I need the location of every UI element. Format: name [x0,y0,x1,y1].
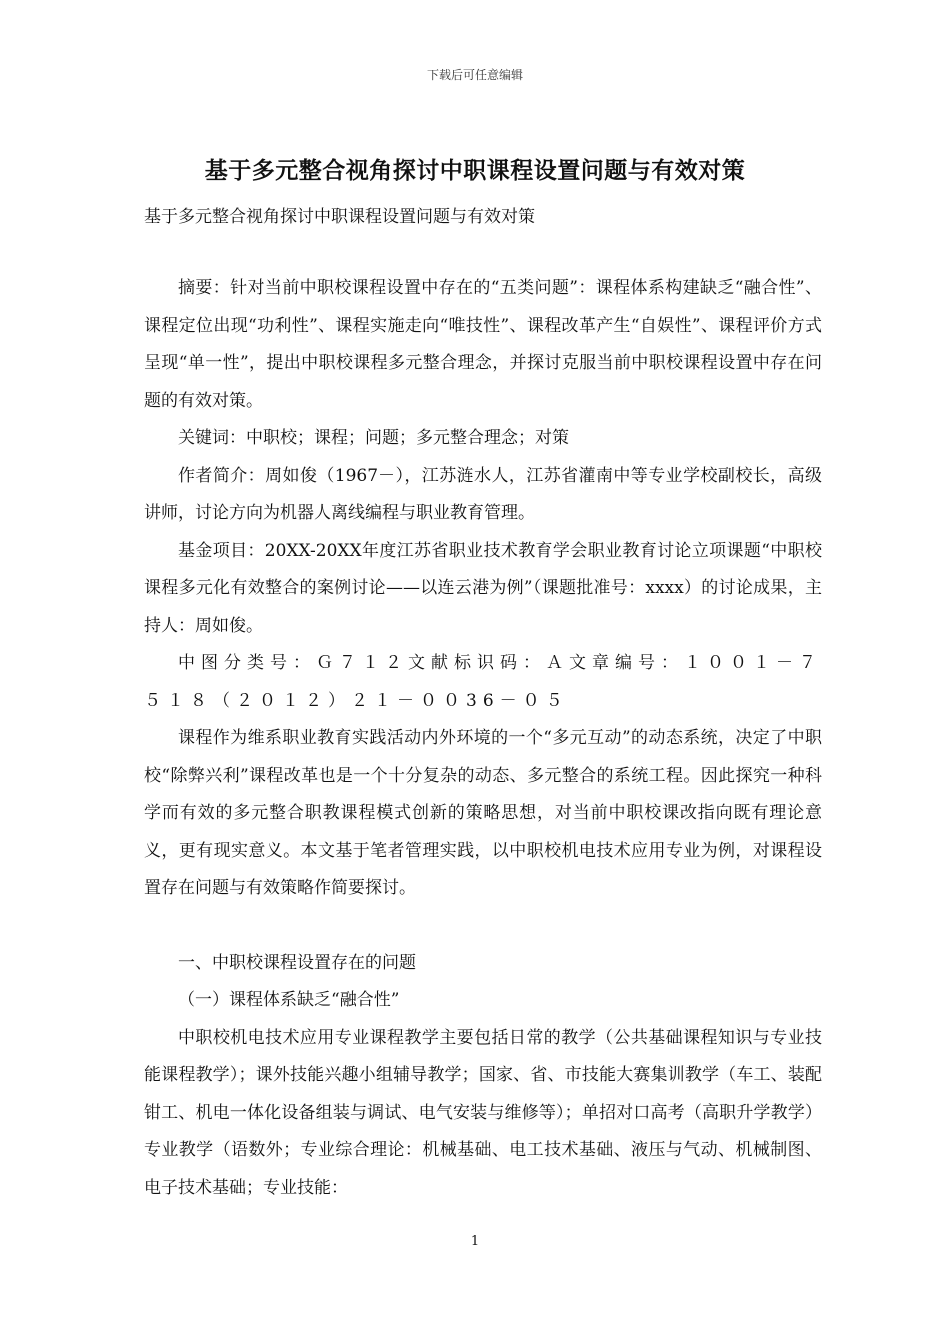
intro-paragraph: 课程作为维系职业教育实践活动内外环境的一个“多元互动”的动态系统，决定了中职校“除弊兴利”课程改革也是一个十分复杂的动态、多元整合的系统工程。因此探究一种科学而有效的多元整合职教课程模式创新的策略思想，对当前中职校课改指向既有理论意义，更有现实意义。本文基于笔者管理实践，以中职校机电技术应用专业为例，对课程设置存在问题与有效策略作简要探讨。 [144,728,822,898]
body-paragraph: 中职校机电技术应用专业课程教学主要包括日常的教学（公共基础课程知识与专业技能课程教学）；课外技能兴趣小组辅导教学；国家、省、市技能大赛集训教学（车工、装配钳工、机电一体化设备组装与调试、电气安装与维修等）；单招对口高考（高职升学教学）专业教学（语数外；专业综合理论：机械基础、电工技术基础、液压与气动、机械制图、 电子技术基础；专业技能： [144,1027,822,1198]
classification-paragraph: 中图分类号：Ｇ７１２文献标识码：Ａ文章编号：１００１－７５１８（２０１２）２１－００36－０５ [144,653,822,711]
document-subtitle: 基于多元整合视角探讨中职课程设置问题与有效对策 [144,207,535,227]
author-paragraph: 作者简介：周如俊（1967－），江苏涟水人，江苏省灌南中等专业学校副校长，高级讲师，讨论方向为机器人离线编程与职业教育管理。 [144,465,822,523]
header-note: 下载后可任意编辑 [426,68,523,82]
abstract-paragraph: 摘要：针对当前中职校课程设置中存在的“五类问题”：课程体系构建缺乏“融合性”、课程定位出现“功利性”、课程实施走向“唯技性”、课程改革产生“自娱性”、课程评价方式呈现“单一性”，提出中职校课程多元整合理念，并探讨克服当前中职校课程设置中存在问题的有效对策。 [144,278,822,411]
document-title: 基于多元整合视角探讨中职课程设置问题与有效对策 [204,157,746,184]
fund-paragraph: 基金项目：20XX-20XX年度江苏省职业技术教育学会职业教育讨论立项课题“中职校课程多元化有效整合的案例讨论——以连云港为例”（课题批准号：xxxx）的讨论成果，主持人：周如俊。 [144,540,822,636]
subsection-heading: （一）课程体系缺乏“融合性” [178,990,400,1010]
paragraph-gap [144,908,822,945]
section-heading: 一、中职校课程设置存在的问题 [178,952,416,973]
keywords-paragraph: 关键词：中职校；课程；问题；多元整合理念；对策 [178,428,569,448]
page-number: 1 [470,1234,480,1249]
document-body [144,270,822,1207]
